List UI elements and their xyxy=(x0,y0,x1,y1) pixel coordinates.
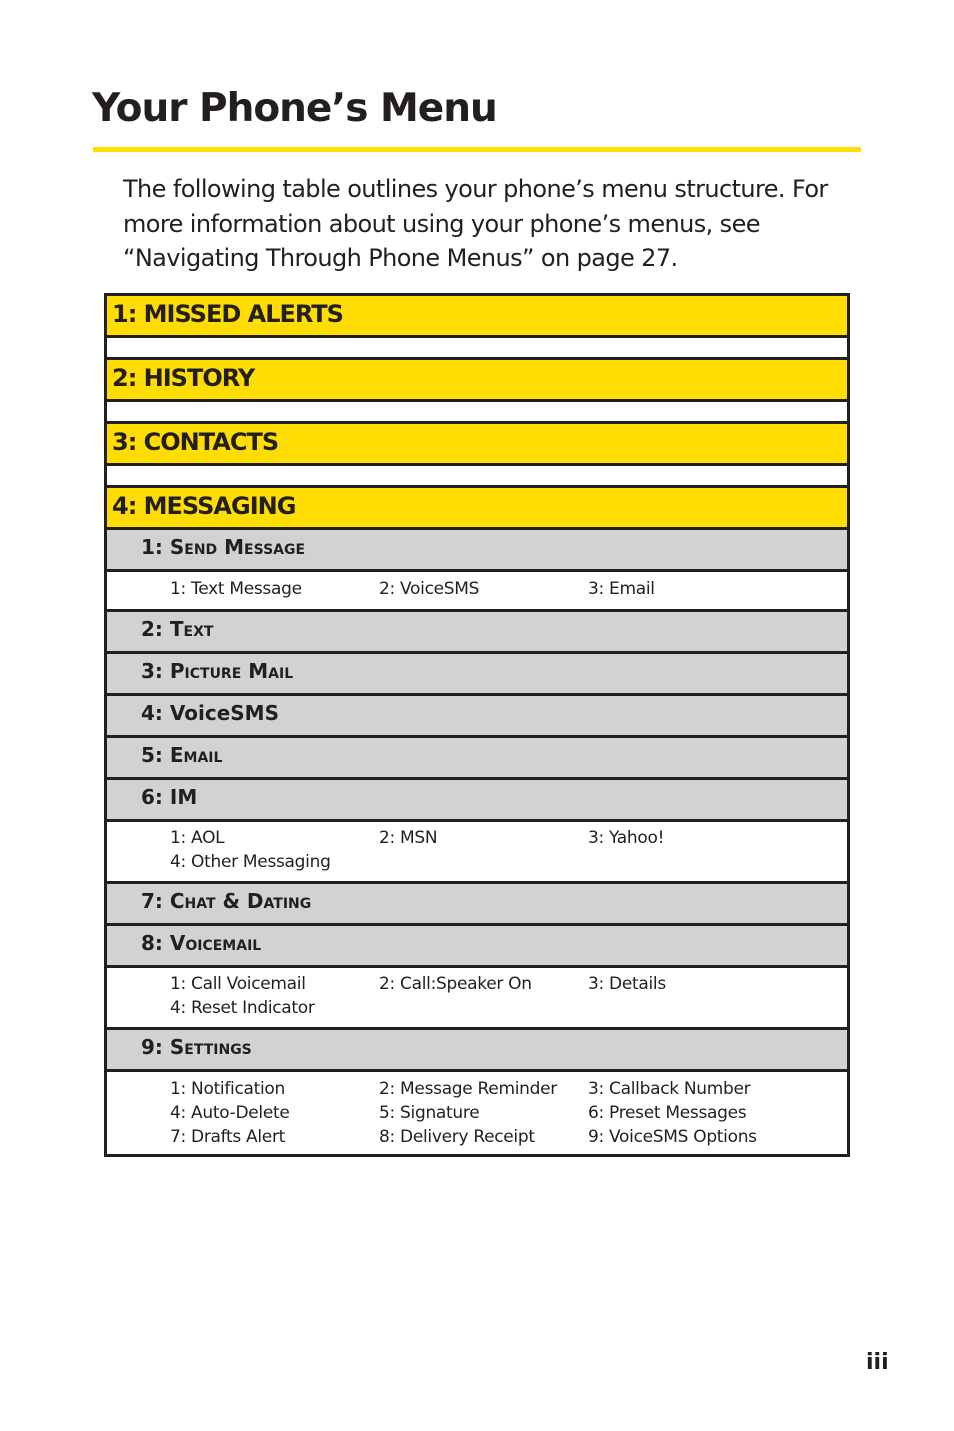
submenu-picture-mail: 3: Picture Mail xyxy=(107,654,847,696)
submenu-send-message: 1: Send Message xyxy=(107,530,847,572)
list-item: 1: Call Voicemail xyxy=(170,974,306,994)
spacer-row xyxy=(107,466,847,488)
menu-history: 2: HISTORY xyxy=(107,360,847,402)
im-items xyxy=(107,822,847,884)
list-item: 4: Auto-Delete xyxy=(170,1103,290,1123)
submenu-voicesms: 4: VoiceSMS xyxy=(107,696,847,738)
menu-messaging: 4: MESSAGING xyxy=(107,488,847,530)
intro-paragraph: The following table outlines your phone’s menu structure. For more information about using your phone’s menus, see “Navigating Through Phone Menus” on page 27. xyxy=(123,175,828,272)
page-title: Your Phone’s Menu xyxy=(92,86,497,131)
submenu-chat-dating: 7: Chat & Dating xyxy=(107,884,847,926)
spacer-row xyxy=(107,402,847,424)
list-item: 2: VoiceSMS xyxy=(379,579,480,599)
submenu-text: 2: Text xyxy=(107,612,847,654)
list-item: 5: Signature xyxy=(379,1103,480,1123)
send-message-items xyxy=(107,572,847,612)
settings-items xyxy=(107,1072,847,1154)
list-item: 2: Message Reminder xyxy=(379,1079,557,1099)
list-item: 7: Drafts Alert xyxy=(170,1127,286,1147)
list-item: 2: MSN xyxy=(379,828,438,848)
submenu-settings: 9: Settings xyxy=(107,1030,847,1072)
list-item: 8: Delivery Receipt xyxy=(379,1127,535,1147)
menu-missed-alerts: 1: MISSED ALERTS xyxy=(107,296,847,338)
submenu-im: 6: IM xyxy=(107,780,847,822)
menu-contacts: 3: CONTACTS xyxy=(107,424,847,466)
list-item: 1: Notification xyxy=(170,1079,285,1099)
list-item: 3: Details xyxy=(588,974,666,994)
list-item: 4: Other Messaging xyxy=(170,852,331,872)
title-rule xyxy=(93,147,861,152)
list-item: 9: VoiceSMS Options xyxy=(588,1127,757,1147)
page-number: iii xyxy=(866,1350,889,1375)
submenu-voicemail: 8: Voicemail xyxy=(107,926,847,968)
list-item: 6: Preset Messages xyxy=(588,1103,747,1123)
list-item: 3: Yahoo! xyxy=(588,828,665,848)
menu-table xyxy=(104,293,850,1157)
list-item: 1: AOL xyxy=(170,828,225,848)
list-item: 1: Text Message xyxy=(170,579,302,599)
voicemail-items xyxy=(107,968,847,1030)
list-item: 4: Reset Indicator xyxy=(170,998,315,1018)
list-item: 2: Call:Speaker On xyxy=(379,974,532,994)
submenu-email: 5: Email xyxy=(107,738,847,780)
list-item: 3: Email xyxy=(588,579,655,599)
spacer-row xyxy=(107,338,847,360)
list-item: 3: Callback Number xyxy=(588,1079,751,1099)
